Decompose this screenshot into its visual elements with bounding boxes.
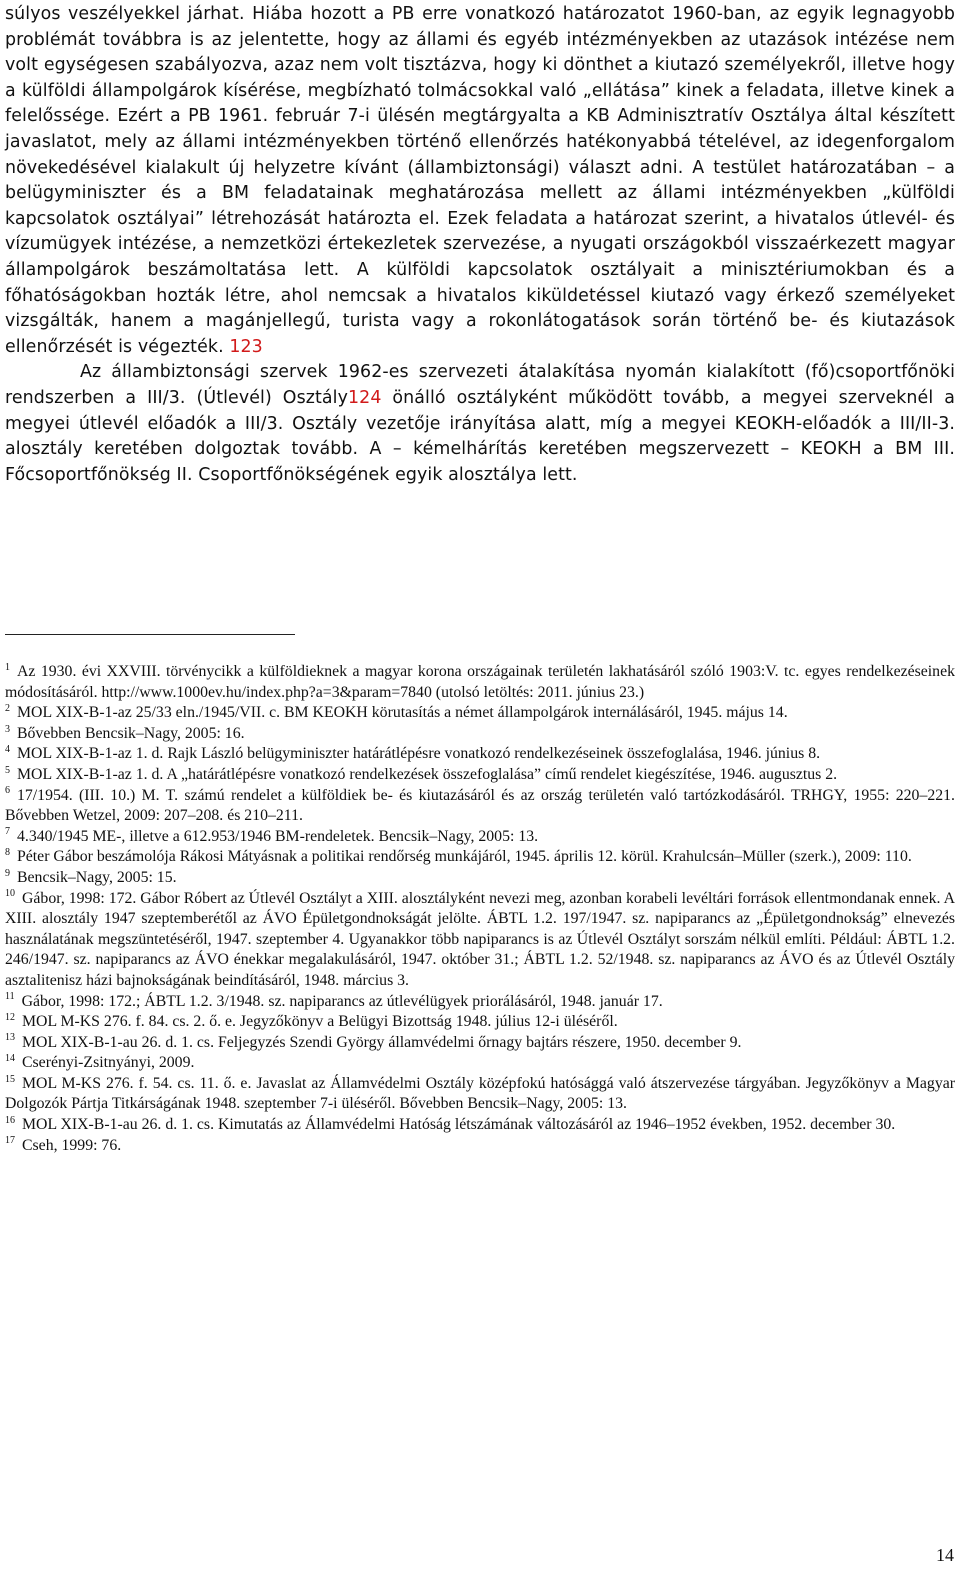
footnote-text: MOL M-KS 276. f. 84. cs. 2. ő. e. Jegyzőkönyv a Belügyi Bizottság 1948. július 12-i üléséről. — [22, 1013, 618, 1031]
footnote-text: Bencsik–Nagy, 2005: 15. — [17, 868, 177, 886]
footnote-text: MOL XIX-B-1-au 26. d. 1. cs. Kimutatás az Államvédelmi Hatóság létszámának változásáról az 1946–1952 években, 1952. december 30. — [22, 1116, 896, 1134]
footnote-text: Az 1930. évi XXVIII. törvénycikk a külföldieknek a magyar korona országainak területén lakhatásáról szóló 1903:V. tc. egyes rendelkezéseinek módosításáról. http://www.1000ev.hu/index.php?a=3&param=7840 (utolsó letöltés: 2011. június 23.) — [5, 663, 955, 701]
footnote — [5, 1053, 955, 1074]
paragraph-1 — [5, 2, 955, 360]
footnote-number: 13 — [5, 1032, 15, 1044]
footnote-number: 2 — [5, 702, 10, 714]
footnote — [5, 724, 955, 745]
footnote — [5, 827, 955, 848]
footnote — [5, 889, 955, 992]
footnote-number: 7 — [5, 826, 10, 838]
footnote-text: MOL XIX-B-1-az 1. d. Rajk László belügyminiszter határátlépésre vonatkozó rendelkezéseinek összefoglalása, 1946. június 8. — [17, 745, 821, 763]
footnote — [5, 703, 955, 724]
footnote-text: MOL XIX-B-1-au 26. d. 1. cs. Feljegyzés Szendi György államvédelmi őrnagy bajtárs részere, 1950. december 9. — [22, 1033, 742, 1051]
main-text — [5, 2, 955, 488]
footnote-number: 9 — [5, 867, 10, 879]
footnote-text: 4.340/1945 ME-, illetve a 612.953/1946 BM-rendeletek. Bencsik–Nagy, 2005: 13. — [17, 827, 539, 845]
footnote-text: 17/1954. (III. 10.) M. T. számú rendelet a külföldiek be- és kiutazásáról és az ország területén való tartózkodásáról. TRHGY, 1955: 220–221. Bővebben Wetzel, 2009: 207–208. és 210–211. — [5, 786, 955, 825]
footnote-number: 4 — [5, 744, 10, 756]
footnote-number: 17 — [5, 1135, 15, 1147]
footnote-text: MOL M-KS 276. f. 54. cs. 11. ő. e. Javaslat az Államvédelmi Osztály középfokú hatósággá való átszervezése tárgyában. Jegyzőkönyv a Magyar Dolgozók Pártja Titkárságának 1948. szeptember 7-i üléséről. Bővebben Bencsik–Nagy, 2005: 13. — [5, 1074, 955, 1113]
footnote — [5, 765, 955, 786]
footnote-text: Bővebben Bencsik–Nagy, 2005: 16. — [17, 724, 245, 742]
footnote-text: Gábor, 1998: 172.; ÁBTL 1.2. 3/1948. sz. napiparancs az útlevélügyek priorálásáról, 1948. január 17. — [21, 992, 663, 1010]
footnote-text: Gábor, 1998: 172. Gábor Róbert az Útlevél Osztályt a XIII. alosztályként nevezi meg, azonban korabeli levéltári források ellentmondanak ennek. A XIII. alosztály 1947 szeptemberétől az ÁVO Épületgondnokságát jelölte. ÁBTL 1.2. 197/1947. sz. napiparancs az „Épületgondnokság” elnevezés használatának megszüntetéséről, 1947. szeptember 4. Ugyanakkor több napiparancs is az Útlevél Osztályt sorszám nélkül említi. Például: ÁBTL 1.2. 246/1947. sz. napiparancs az ÁVO énekkar megalakulásáról, 1947. október 31.; ÁBTL 1.2. 52/1948. sz. napiparancs az ÁVO és az Útlevél Osztály asztalitenisz házi bajnokságának beindításáról, 1948. március 3. — [5, 889, 955, 989]
footnote-text: MOL XIX-B-1-az 25/33 eln./1945/VII. c. BM KEOKH körutasítás a német állampolgárok internálásáról, 1945. május 14. — [17, 704, 788, 722]
paragraph-2 — [5, 360, 955, 488]
footnote-number: 11 — [5, 991, 15, 1003]
paragraph-2-text-a: Az állambiztonsági szervek 1962-es szervezeti átalakítása nyomán kialakított (fő)csoportfőnöki rendszerben a III/3. (Útlevél) Osztály — [5, 362, 955, 408]
footnote-number: 14 — [5, 1053, 15, 1065]
footnote — [5, 992, 955, 1013]
footnote — [5, 1033, 955, 1054]
footnote-number: 6 — [5, 785, 10, 797]
reference-marker[interactable]: 124 — [347, 387, 382, 408]
footnote — [5, 1012, 955, 1033]
footnote — [5, 786, 955, 827]
footnote-separator — [5, 634, 295, 635]
footnote-number: 3 — [5, 723, 10, 735]
footnote-text: Péter Gábor beszámolója Rákosi Mátyásnak a politikai rendőrség munkájáról, 1945. április 12. körül. Krahulcsán–Müller (szerk.), 2009: 110. — [17, 848, 912, 866]
paragraph-2-text-b: önálló osztályként működött tovább, a megyei szerveknél a megyei útlevél előadók a III/3. Osztály vezetője irányítása alatt, míg a megyei KEOKH-előadók a III/II-3. alosztály keretében dolgoztak tovább. A – kémelhárítás keretében megszervezett – KEOKH a BM III. Főcsoportfőnökség II. Csoportfőnökségének egyik alosztálya lett. — [5, 387, 955, 485]
footnote — [5, 744, 955, 765]
footnote — [5, 1136, 955, 1157]
page-number: 14 — [936, 1545, 954, 1565]
footnote-number: 10 — [5, 888, 15, 900]
footnote-text: Cserényi-Zsitnyányi, 2009. — [22, 1054, 195, 1072]
footnote-number: 12 — [5, 1011, 15, 1023]
footnote-number: 1 — [5, 661, 10, 673]
footnote — [5, 868, 955, 889]
paragraph-1-text: súlyos veszélyekkel járhat. Hiába hozott a PB erre vonatkozó határozatot 1960-ban, az egyik legnagyobb problémát továbbra is az jelentette, hogy az állami és egyéb intézményekben az utazások intézése nem volt egységesen szabályozva, azaz nem volt tisztázva, hogy ki dönthet a kiutazó személyekről, illetve hogy a külföldi állampolgárok kísérése, megbízható tolmácsokkal való „ellátása” kinek a feladata, illetve kinek a felelőssége. Ezért a PB 1961. február 7-i ülésén megtárgyalta a KB Adminisztratív Osztálya által készített javaslatot, mely az állami intézményekben történő ellenőrzés hatékonyabbá tételével, az idegenforgalom növekedésével kialakult új helyzetre kívánt (állambiztonsági) választ adni. A testület határozatában – a belügyminiszter és a BM feladatainak meghatározása mellett az állami intézményekben „külföldi kapcsolatok osztályai” létrehozását határozta el. Ezek feladata a határozat szerint, a hivatalos útlevél- és vízumügyek intézése, a nemzetközi értekezletek szervezése, a nyugati országokból visszaérkezett magyar állampolgárok beszámoltatása lett. A külföldi kapcsolatok osztályait a minisztériumokban és a főhatóságokban hozták létre, ahol nemcsak a hivatalos kiküldetéssel kiutazó vagy érkező személyeket vizsgálták, hanem a magánjellegű, turista vagy a rokonlátogatások során történő be- és kiutazások ellenőrzését is végezték. — [5, 4, 955, 357]
footnote-number: 16 — [5, 1114, 15, 1126]
footnotes — [5, 662, 955, 1156]
reference-marker[interactable]: 123 — [223, 336, 263, 357]
footnote-text: MOL XIX-B-1-az 1. d. A „határátlépésre vonatkozó rendelkezések összefoglalása” című rendelet kiegészítése, 1946. augusztus 2. — [17, 765, 838, 783]
footnote — [5, 847, 955, 868]
footnote-number: 5 — [5, 764, 10, 776]
footnote-number: 15 — [5, 1073, 15, 1085]
footnote-text: Cseh, 1999: 76. — [22, 1136, 122, 1154]
footnote — [5, 662, 955, 703]
footnote — [5, 1115, 955, 1136]
footnote-number: 8 — [5, 847, 10, 859]
footnote — [5, 1074, 955, 1115]
